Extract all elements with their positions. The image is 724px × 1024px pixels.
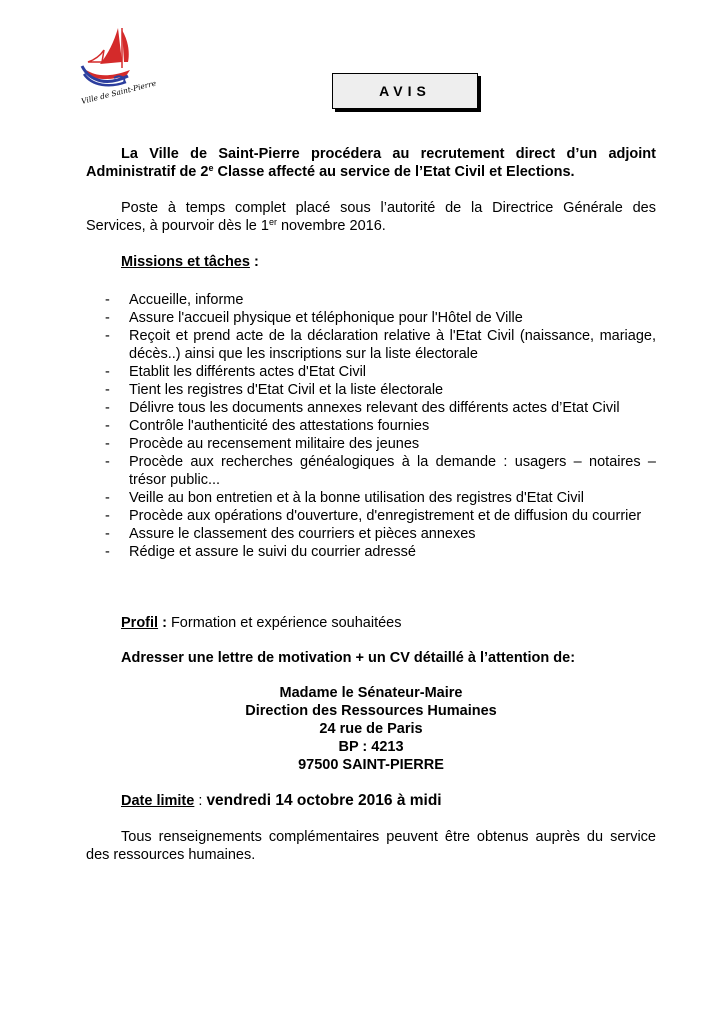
list-item-text: Assure l'accueil physique et téléphonique pour l'Hôtel de Ville bbox=[129, 310, 523, 326]
list-item bbox=[86, 453, 656, 489]
intro-superscript: e bbox=[208, 163, 214, 173]
list-item bbox=[86, 507, 656, 525]
bullet-dash: - bbox=[105, 310, 110, 326]
bullet-dash: - bbox=[105, 400, 110, 416]
profile-text: Formation et expérience souhaitées bbox=[170, 615, 402, 631]
list-item bbox=[86, 525, 656, 543]
bullet-dash: - bbox=[105, 328, 110, 344]
bullet-dash: - bbox=[105, 526, 110, 542]
list-item-text: Veille au bon entretien et à la bonne utilisation des registres d'Etat Civil bbox=[129, 490, 584, 506]
footer-paragraph: Tous renseignements complémentaires peuvent être obtenus auprès du service des ressources humaines. bbox=[86, 829, 656, 863]
list-item bbox=[86, 435, 656, 453]
city-logo bbox=[78, 24, 158, 110]
deadline-separator: : bbox=[194, 793, 207, 809]
deadline-line bbox=[121, 792, 656, 810]
bullet-dash: - bbox=[105, 364, 110, 380]
list-item-text: Délivre tous les documents annexes relevant des différents actes d’Etat Civil bbox=[129, 400, 620, 416]
position-paragraph bbox=[86, 199, 656, 235]
missions-title: Missions et tâches bbox=[121, 254, 250, 270]
address-line: BP : 4213 bbox=[338, 739, 404, 755]
list-item-text: Accueille, informe bbox=[129, 292, 244, 308]
address-line: 97500 SAINT-PIERRE bbox=[298, 757, 444, 773]
profile-label: Profil bbox=[121, 615, 159, 631]
bullet-dash: - bbox=[105, 454, 110, 470]
list-item bbox=[86, 309, 656, 327]
list-item bbox=[86, 327, 656, 363]
bullet-dash: - bbox=[105, 382, 110, 398]
list-item bbox=[86, 399, 656, 417]
notice-title: AVIS bbox=[379, 83, 431, 99]
missions-heading bbox=[121, 253, 656, 271]
bullet-dash: - bbox=[105, 490, 110, 506]
bullet-dash: - bbox=[105, 292, 110, 308]
profile-line bbox=[121, 614, 656, 632]
missions-list bbox=[86, 291, 656, 561]
bullet-dash: - bbox=[105, 544, 110, 560]
bullet-dash: - bbox=[105, 418, 110, 434]
list-item-text: Reçoit et prend acte de la déclaration relative à l'Etat Civil (naissance, mariage, décès..) ainsi que les inscriptions sur la liste électorale bbox=[129, 328, 656, 362]
bullet-dash: - bbox=[105, 508, 110, 524]
list-item bbox=[86, 291, 656, 309]
list-item-text: Procède aux recherches généalogiques à la demande : usagers – notaires – trésor public... bbox=[129, 454, 656, 488]
list-item-text: Tient les registres d'Etat Civil et la liste électorale bbox=[129, 382, 444, 398]
document-body bbox=[86, 145, 656, 864]
list-item bbox=[86, 489, 656, 507]
address-block bbox=[86, 684, 656, 774]
missions-title-suffix: : bbox=[249, 254, 259, 270]
list-item bbox=[86, 363, 656, 381]
list-item-text: Rédige et assure le suivi du courrier adressé bbox=[129, 544, 416, 560]
list-item-text: Contrôle l'authenticité des attestations fournies bbox=[129, 418, 430, 434]
list-item bbox=[86, 381, 656, 399]
deadline-value: vendredi 14 octobre 2016 à midi bbox=[206, 792, 442, 809]
list-item-text: Procède aux opérations d'ouverture, d'enregistrement et de diffusion du courrier bbox=[129, 508, 642, 524]
bullet-dash: - bbox=[105, 436, 110, 452]
intro-text-b: Classe affecté au service de l’Etat Civil et Elections. bbox=[213, 164, 575, 180]
deadline-label: Date limite bbox=[121, 793, 195, 809]
address-line: 24 rue de Paris bbox=[319, 721, 423, 737]
list-item bbox=[86, 543, 656, 561]
sailboat-logo-icon bbox=[78, 24, 158, 110]
profile-separator: : bbox=[158, 615, 171, 631]
notice-title-box bbox=[332, 73, 478, 109]
address-line: Madame le Sénateur-Maire bbox=[279, 685, 463, 701]
list-item bbox=[86, 417, 656, 435]
list-item-text: Procède au recensement militaire des jeunes bbox=[129, 436, 420, 452]
application-instruction: Adresser une lettre de motivation + un CV détaillé à l’attention de: bbox=[121, 650, 576, 666]
position-text-b: novembre 2016. bbox=[276, 218, 386, 234]
position-superscript: er bbox=[268, 217, 277, 227]
list-item-text: Etablit les différents actes d'Etat Civil bbox=[129, 364, 367, 380]
list-item-text: Assure le classement des courriers et pièces annexes bbox=[129, 526, 476, 542]
intro-text-a: La Ville de Saint-Pierre procédera au recrutement direct d’un adjoint Administratif de 2 bbox=[86, 146, 656, 180]
intro-paragraph bbox=[86, 145, 656, 181]
address-line: Direction des Ressources Humaines bbox=[245, 703, 497, 719]
position-text-a: Poste à temps complet placé sous l’autorité de la Directrice Générale des Services, à pourvoir dès le 1 bbox=[86, 200, 656, 234]
logo-text: Ville de Saint-Pierre bbox=[80, 78, 158, 106]
